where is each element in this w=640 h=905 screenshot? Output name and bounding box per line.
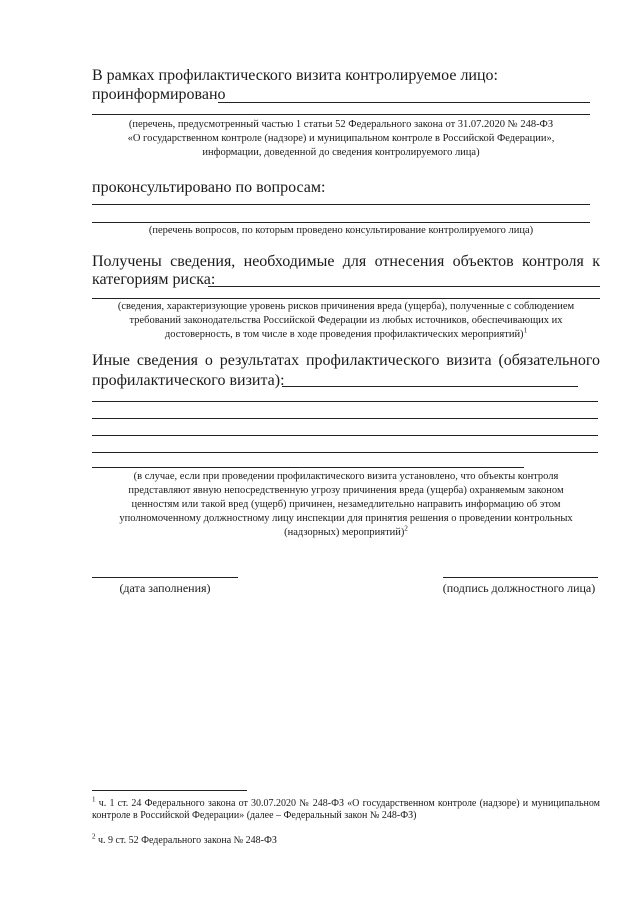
other-info-fill-line-3[interactable] (92, 418, 598, 419)
section3-note-line1: (сведения, характеризующие уровень рисков причинения вреда (ущерба), полученные с соблюдением (117, 301, 575, 312)
section3-line1: Получены сведения, необходимые для отнесения объектов контроля к (92, 253, 600, 270)
section1-note-line3: информации, доведенной до сведения контролируемого лица) (202, 147, 480, 158)
footnote-2 (92, 832, 600, 847)
other-info-fill-line-2[interactable] (92, 401, 598, 402)
footnote-1-mark: 1 (92, 795, 96, 804)
section4-note-line5: (надзорных) мероприятий)$^2$ (284, 524, 408, 538)
section1-note-line1: (перечень, предусмотренный частью 1 статьи 52 Федерального закона от 31.07.2020 № 248-ФЗ (128, 119, 554, 130)
section3-note-line2: требований законодательства Российской Федерации из любых источников, обеспечивающих их (129, 315, 563, 326)
section1-line2: проинформировано (92, 86, 226, 103)
section3-note-line3: достоверность, в том числе в ходе проведения профилактических мероприятий)$^1$ (164, 326, 528, 340)
section2-note: (перечень вопросов, по которым проведено консультирование контролируемого лица) (148, 225, 534, 236)
consulted-fill-line-2[interactable] (92, 222, 590, 223)
footnote-ref-2[interactable]: 2 (404, 524, 408, 533)
other-info-fill-line-6[interactable] (92, 467, 524, 468)
section2-heading: проконсультировано по вопросам: (92, 179, 326, 196)
section3-note (92, 300, 600, 342)
section1-note (92, 118, 590, 160)
footnote-2-mark: 2 (92, 832, 96, 841)
section4-note (92, 470, 600, 540)
footnote-2-text: ч. 9 ст. 52 Федерального закона № 248-ФЗ (98, 835, 277, 846)
signature-label: (подпись должностного лица) (442, 581, 596, 595)
other-info-fill-line-5[interactable] (92, 452, 598, 453)
section3-line2: категориям риска: (92, 271, 216, 288)
section1-note-line2: «О государственном контроле (надзоре) и муниципальном контроле в Российской Федерации», (127, 133, 555, 144)
section4-note-line4: уполномоченному должностному лицу инспекции для принятия решения о проведении контрольных (119, 513, 573, 524)
footnote-1-text: ч. 1 ст. 24 Федерального закона от 30.07.2020 № 248-ФЗ «О государственном контроле (надзоре) и муниципальном контроле в Российской Федерации» (далее – Федеральный закон № 248-ФЗ) (92, 798, 600, 821)
footnote-ref-1[interactable]: 1 (523, 326, 528, 335)
footnote-separator (92, 790, 247, 791)
informed-fill-line[interactable] (218, 102, 590, 103)
date-fill-line[interactable] (92, 577, 238, 578)
informed-fill-line-2[interactable] (92, 114, 590, 115)
consulted-fill-line-1[interactable] (92, 204, 590, 205)
section4-note-line1: (в случае, если при проведении профилактического визита установлено, что объекты контроля (133, 471, 559, 482)
risk-fill-line[interactable] (208, 286, 600, 287)
section4-note-line2: представляют явную непосредственную угрозу причинения вреда (ущерба) охраняемым законом (128, 485, 564, 496)
date-label: (дата заполнения) (119, 581, 211, 595)
section4-line1: Иные сведения о результатах профилактического визита (обязательного (92, 352, 600, 369)
section1-line1: В рамках профилактического визита контролируемое лицо: (92, 67, 498, 84)
section4-line2: профилактического визита): (92, 372, 285, 389)
section4-note-line3: ценностям или такой вред (ущерб) причинен, незамедлительно направить информацию об этом (131, 499, 561, 510)
other-info-fill-line[interactable] (282, 386, 578, 387)
risk-fill-line-2[interactable] (92, 298, 600, 299)
signature-fill-line[interactable] (443, 577, 598, 578)
other-info-fill-line-4[interactable] (92, 435, 598, 436)
footnote-1 (92, 795, 600, 822)
